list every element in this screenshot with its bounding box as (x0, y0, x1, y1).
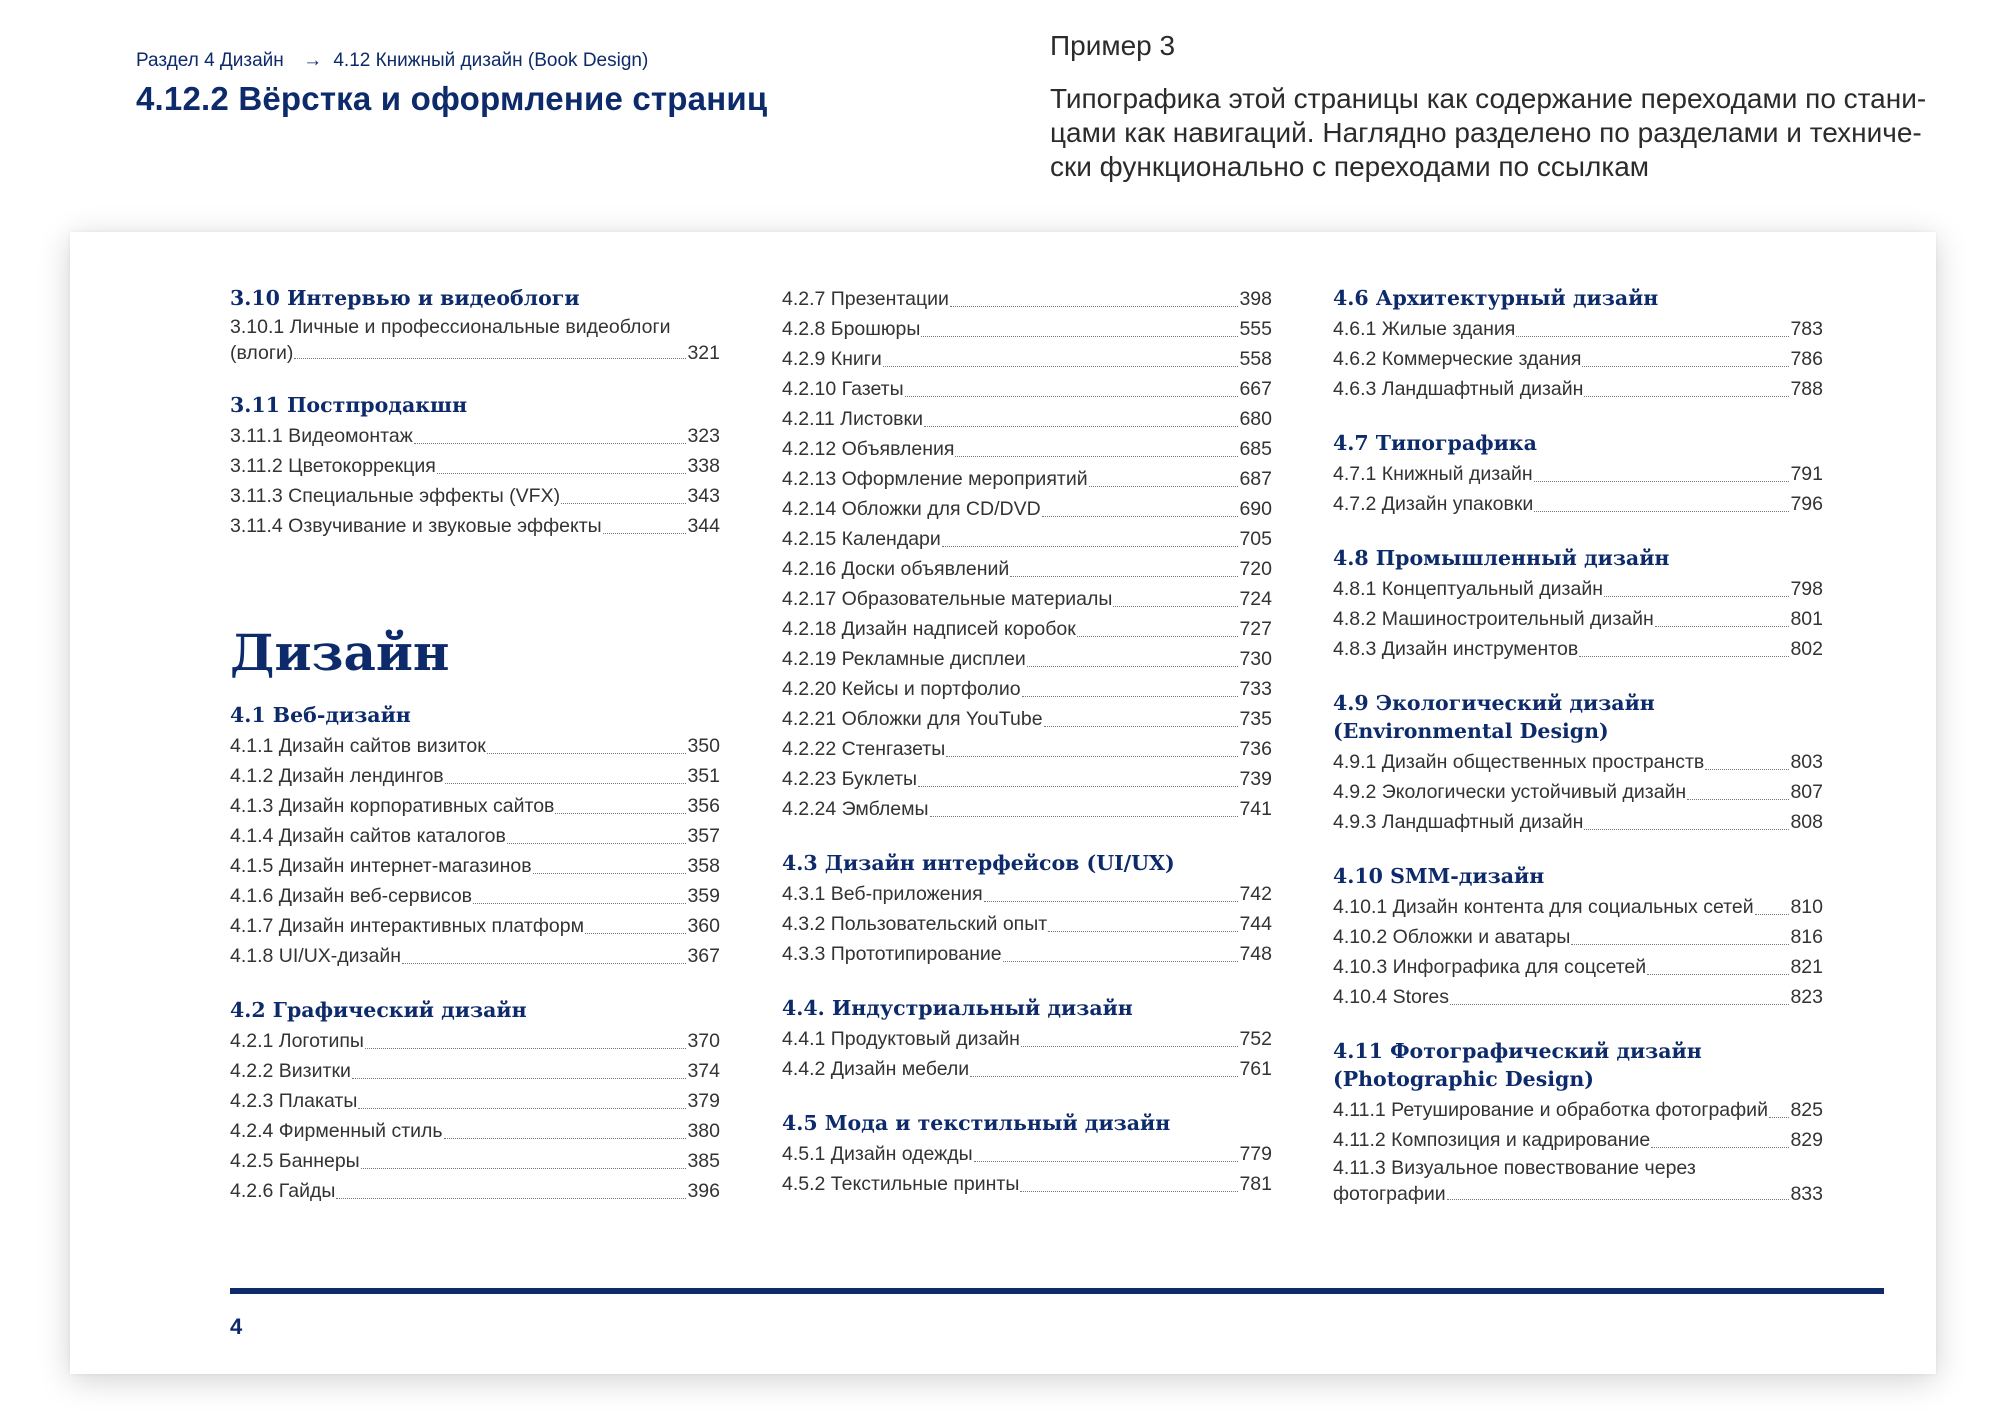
toc-entry-page: 801 (1790, 608, 1823, 630)
toc-entry[interactable] (782, 704, 1272, 734)
dot-leader (1021, 1046, 1239, 1047)
dot-leader (445, 783, 687, 784)
dot-leader (1534, 481, 1790, 482)
toc-entry-label: 4.2.11 Листовки (782, 408, 923, 430)
toc-entry[interactable] (230, 314, 720, 366)
dot-leader (924, 426, 1238, 427)
toc-section (782, 1109, 1272, 1199)
dot-leader (1447, 1199, 1790, 1200)
toc-entry[interactable] (782, 374, 1272, 404)
toc-entry-label: 4.2.13 Оформление мероприятий (782, 468, 1088, 490)
toc-entry[interactable] (1333, 489, 1823, 519)
toc-entry[interactable] (230, 1146, 720, 1176)
toc-section (782, 284, 1272, 824)
toc-section (782, 994, 1272, 1084)
toc-entry[interactable] (782, 1024, 1272, 1054)
toc-entry-page: 398 (1239, 288, 1272, 310)
toc-entry-page: 823 (1790, 986, 1823, 1008)
toc-entry-label: 4.11.3 Визуальное повествование через (1333, 1157, 1696, 1179)
toc-entry-label: 4.4.2 Дизайн мебели (782, 1058, 970, 1080)
dot-leader (905, 396, 1239, 397)
toc-entry-label: 4.2.10 Газеты (782, 378, 904, 400)
dot-leader (473, 903, 686, 904)
toc-entry[interactable] (230, 511, 720, 541)
toc-entry-label: 4.11.2 Композиция и кадрирование (1333, 1129, 1651, 1151)
toc-entry[interactable] (1333, 807, 1823, 837)
toc-entry-page: 807 (1790, 781, 1823, 803)
dot-leader (970, 1076, 1238, 1077)
toc-entry-label: 4.1.4 Дизайн сайтов каталогов (230, 825, 506, 847)
toc-entry[interactable] (782, 674, 1272, 704)
toc-section-title[interactable]: 4.1 Веб-дизайн (230, 703, 411, 727)
toc-entry[interactable] (1333, 777, 1823, 807)
toc-entry-label: 4.6.1 Жилые здания (1333, 318, 1516, 340)
dot-leader (365, 1048, 687, 1049)
toc-entry-label: 4.8.2 Машиностроительный дизайн (1333, 608, 1654, 630)
toc-entry-label: 4.2.15 Календари (782, 528, 941, 550)
toc-entry[interactable] (230, 451, 720, 481)
toc-entry[interactable] (782, 434, 1272, 464)
toc-entry[interactable] (782, 464, 1272, 494)
toc-section-title[interactable]: 4.9 Экологический дизайн (Environmental Design) (1333, 691, 1655, 743)
toc-section-title[interactable]: 3.11 Постпродакшн (230, 393, 468, 417)
toc-section (1333, 862, 1823, 1012)
toc-entry-page: 359 (687, 885, 720, 907)
dot-leader (1647, 974, 1789, 975)
toc-entry-page: 781 (1239, 1173, 1272, 1195)
toc-entry-label: 4.4.1 Продуктовый дизайн (782, 1028, 1020, 1050)
example-note (1050, 30, 1950, 184)
dot-leader (1048, 931, 1238, 932)
toc-section-title[interactable]: 3.10 Интервью и видеоблоги (230, 286, 580, 310)
dot-leader (1003, 961, 1239, 962)
toc-entry-page: 833 (1790, 1183, 1823, 1205)
toc-entry-page: 730 (1239, 648, 1272, 670)
breadcrumb-arrow-icon: → (303, 50, 323, 71)
toc-entry-label: 4.1.1 Дизайн сайтов визиток (230, 735, 486, 757)
toc-entry[interactable] (230, 851, 720, 881)
toc-section-title[interactable]: 4.2 Графический дизайн (230, 998, 527, 1022)
toc-entry[interactable] (782, 1054, 1272, 1084)
toc-entry[interactable] (782, 1139, 1272, 1169)
toc-section-title[interactable]: 4.6 Архитектурный дизайн (1333, 286, 1659, 310)
toc-entry-page: 829 (1790, 1129, 1823, 1151)
toc-entry-label: 4.2.12 Объявления (782, 438, 955, 460)
breadcrumb (136, 50, 936, 72)
dot-leader (361, 1168, 687, 1169)
toc-entry[interactable] (1333, 314, 1823, 344)
toc-section-title[interactable]: 4.5 Мода и текстильный дизайн (782, 1111, 1171, 1135)
toc-entry-page: 727 (1239, 618, 1272, 640)
dot-leader (1651, 1147, 1789, 1148)
toc-entry-label: 4.2.22 Стенгазеты (782, 738, 946, 760)
toc-section-title[interactable]: 4.4. Индустриальный дизайн (782, 996, 1133, 1020)
toc-entry[interactable] (230, 1116, 720, 1146)
toc-entry-page: 358 (687, 855, 720, 877)
footer-rule (230, 1288, 1884, 1294)
toc-entry-label: 4.3.3 Прототипирование (782, 943, 1002, 965)
toc-section-title[interactable]: 4.3 Дизайн интерфейсов (UI/UX) (782, 851, 1175, 875)
toc-entry-page: 357 (687, 825, 720, 847)
dot-leader (1020, 1191, 1238, 1192)
toc-entry-page: 379 (687, 1090, 720, 1112)
toc-entry-label: 4.6.2 Коммерческие здания (1333, 348, 1582, 370)
toc-entry-page: 748 (1239, 943, 1272, 965)
toc-entry-label: 4.10.3 Инфографика для соцсетей (1333, 956, 1647, 978)
toc-entry-page: 685 (1239, 438, 1272, 460)
toc-entry-label: 4.2.8 Брошюры (782, 318, 921, 340)
dot-leader (1010, 576, 1238, 577)
toc-entry-page: 380 (687, 1120, 720, 1142)
dot-leader (561, 503, 686, 504)
toc-entry-page: 680 (1239, 408, 1272, 430)
toc-entry-label: 4.2.6 Гайды (230, 1180, 336, 1202)
toc-entry-page: 791 (1790, 463, 1823, 485)
dot-leader (1089, 486, 1239, 487)
toc-entry-page: 344 (687, 515, 720, 537)
toc-entry-page: 802 (1790, 638, 1823, 660)
toc-entry-page: 788 (1790, 378, 1823, 400)
toc-entry[interactable] (230, 881, 720, 911)
dot-leader (1113, 606, 1238, 607)
toc-entry[interactable] (230, 731, 720, 761)
toc-entry-label: 4.10.2 Обложки и аватары (1333, 926, 1571, 948)
toc-entry-page: 705 (1239, 528, 1272, 550)
dot-leader (946, 756, 1238, 757)
dot-leader (921, 336, 1238, 337)
toc-entry-page: 343 (687, 485, 720, 507)
toc-section (1333, 689, 1823, 837)
toc-entry-label: 4.2.1 Логотипы (230, 1030, 364, 1052)
toc-entry-page: 742 (1239, 883, 1272, 905)
toc-entry[interactable] (782, 764, 1272, 794)
toc-entry-page: 803 (1790, 751, 1823, 773)
toc-entry-page: 720 (1239, 558, 1272, 580)
toc-entry-label: 4.2.21 Обложки для YouTube (782, 708, 1043, 730)
dot-leader (555, 813, 686, 814)
toc-entry-label: 4.9.1 Дизайн общественных пространств (1333, 751, 1705, 773)
dot-leader (1584, 396, 1789, 397)
toc-entry[interactable] (1333, 1095, 1823, 1125)
toc-entry[interactable] (782, 644, 1272, 674)
dot-leader (1755, 914, 1790, 915)
dot-leader (1450, 1004, 1789, 1005)
toc-entry-label: 4.1.5 Дизайн интернет-магазинов (230, 855, 532, 877)
dot-leader (930, 816, 1239, 817)
toc-entry-page: 323 (687, 425, 720, 447)
toc-entry-label: 3.11.1 Видеомонтаж (230, 425, 413, 447)
toc-entry-page: 752 (1239, 1028, 1272, 1050)
part-heading: Дизайн (230, 623, 450, 682)
document-header (136, 50, 936, 118)
toc-page-spread (70, 232, 1936, 1374)
toc-entry-page: 338 (687, 455, 720, 477)
page-number: 4 (230, 1314, 243, 1339)
toc-entry[interactable] (782, 314, 1272, 344)
toc-entry[interactable] (230, 911, 720, 941)
toc-entry[interactable] (230, 1086, 720, 1116)
toc-entry[interactable] (1333, 952, 1823, 982)
toc-entry[interactable] (1333, 892, 1823, 922)
toc-entry-label: 4.5.2 Текстильные принты (782, 1173, 1020, 1195)
toc-entry-label: 4.2.4 Фирменный стиль (230, 1120, 443, 1142)
toc-entry[interactable] (782, 524, 1272, 554)
toc-entry-page: 779 (1239, 1143, 1272, 1165)
toc-entry-page: 360 (687, 915, 720, 937)
dot-leader (487, 753, 687, 754)
toc-column-2 (782, 284, 1272, 1224)
toc-entry-label: 4.2.14 Обложки для CD/DVD (782, 498, 1041, 520)
toc-entry-page: 810 (1790, 896, 1823, 918)
toc-section-title[interactable]: 4.10 SMM-дизайн (1333, 864, 1545, 888)
toc-entry-label: 4.5.1 Дизайн одежды (782, 1143, 973, 1165)
dot-leader (1584, 829, 1789, 830)
toc-entry[interactable] (230, 791, 720, 821)
toc-section-title[interactable]: 4.8 Промышленный дизайн (1333, 546, 1670, 570)
toc-entry[interactable] (782, 584, 1272, 614)
dot-leader (883, 366, 1239, 367)
toc-entry-label: 4.2.20 Кейсы и портфолио (782, 678, 1021, 700)
toc-entry[interactable] (1333, 634, 1823, 664)
toc-entry[interactable] (782, 404, 1272, 434)
toc-section (1333, 1037, 1823, 1207)
toc-entry[interactable] (230, 821, 720, 851)
toc-entry[interactable] (230, 761, 720, 791)
dot-leader (1027, 666, 1239, 667)
toc-entry-label: 4.1.8 UI/UX-дизайн (230, 945, 402, 967)
toc-entry[interactable] (1333, 922, 1823, 952)
toc-entry[interactable] (230, 421, 720, 451)
dot-leader (507, 843, 687, 844)
example-description: Типографика этой страницы как содержание переходами по стани- цами как навигаций. Наглядно разделено по разделами и техниче- ски функционально с переходами по ссылкам (1050, 83, 1927, 182)
toc-entry-page: 724 (1239, 588, 1272, 610)
toc-entry[interactable] (1333, 982, 1823, 1012)
dot-leader (1769, 1117, 1789, 1118)
toc-entry-label: 4.7.2 Дизайн упаковки (1333, 493, 1534, 515)
toc-entry-label: 4.1.3 Дизайн корпоративных сайтов (230, 795, 555, 817)
breadcrumb-subsection[interactable]: 4.12 Книжный дизайн (Book Design) (333, 50, 649, 71)
toc-entry-label: 3.10.1 Личные и профессиональные видеоблоги (230, 316, 671, 338)
toc-entry[interactable] (782, 614, 1272, 644)
toc-entry-label: 4.2.24 Эмблемы (782, 798, 929, 820)
toc-entry-label: 4.1.6 Дизайн веб-сервисов (230, 885, 473, 907)
toc-entry-label: фотографии (1333, 1183, 1446, 1205)
dot-leader (1604, 596, 1789, 597)
toc-section (782, 849, 1272, 969)
example-label: Пример 3 (1050, 30, 1176, 61)
toc-entry-page: 816 (1790, 926, 1823, 948)
dot-leader (444, 1138, 687, 1139)
toc-entry-label: 3.11.2 Цветокоррекция (230, 455, 436, 477)
toc-section (230, 701, 720, 971)
toc-entry-continuation (230, 340, 720, 366)
toc-section (1333, 284, 1823, 404)
toc-entry[interactable] (230, 941, 720, 971)
toc-entry[interactable] (230, 1056, 720, 1086)
dot-leader (1582, 366, 1789, 367)
toc-entry-label: 4.2.18 Дизайн надписей коробок (782, 618, 1076, 640)
toc-entry[interactable] (1333, 1125, 1823, 1155)
toc-entry-page: 321 (687, 342, 720, 364)
dot-leader (603, 533, 687, 534)
dot-leader (1044, 726, 1239, 727)
dot-leader (1705, 769, 1789, 770)
toc-entry-page: 761 (1239, 1058, 1272, 1080)
toc-entry[interactable] (230, 481, 720, 511)
toc-entry[interactable] (1333, 604, 1823, 634)
toc-entry-label: 4.9.3 Ландшафтный дизайн (1333, 811, 1584, 833)
toc-section-title[interactable]: 4.11 Фотографический дизайн (Photographic Design) (1333, 1039, 1702, 1091)
toc-entry-page: 825 (1790, 1099, 1823, 1121)
toc-entry[interactable] (782, 939, 1272, 969)
dot-leader (1022, 696, 1239, 697)
toc-entry[interactable] (782, 734, 1272, 764)
toc-entry-page: 385 (687, 1150, 720, 1172)
toc-entry-label: 4.10.4 Stores (1333, 986, 1449, 1008)
dot-leader (402, 963, 686, 964)
toc-entry[interactable] (1333, 1155, 1823, 1207)
toc-entry-label: 3.11.3 Специальные эффекты (VFX) (230, 485, 561, 507)
toc-entry[interactable] (782, 794, 1272, 824)
dot-leader (984, 901, 1239, 902)
toc-entry[interactable] (1333, 459, 1823, 489)
toc-column-3 (1333, 284, 1823, 1232)
toc-entry[interactable] (1333, 374, 1823, 404)
toc-column-1 (230, 284, 720, 1231)
dot-leader (1571, 944, 1789, 945)
toc-entry[interactable] (1333, 344, 1823, 374)
toc-entry-label: 4.2.7 Презентации (782, 288, 949, 310)
dot-leader (942, 546, 1239, 547)
toc-entry[interactable] (230, 1176, 720, 1206)
toc-entry-label: 4.2.19 Рекламные дисплеи (782, 648, 1026, 670)
toc-entry-label: 4.1.7 Дизайн интерактивных платформ (230, 915, 584, 937)
toc-section (230, 391, 720, 541)
toc-entry-label: 4.2.17 Образовательные материалы (782, 588, 1113, 610)
toc-entry[interactable] (782, 284, 1272, 314)
toc-entry-label: 4.10.1 Дизайн контента для социальных сетей (1333, 896, 1754, 918)
toc-entry-page: 736 (1239, 738, 1272, 760)
dot-leader (950, 306, 1239, 307)
dot-leader (955, 456, 1238, 457)
toc-entry-continuation (1333, 1181, 1823, 1207)
toc-entry[interactable] (230, 1026, 720, 1056)
dot-leader (437, 473, 687, 474)
toc-section (230, 284, 720, 366)
toc-entry[interactable] (1333, 747, 1823, 777)
dot-leader (358, 1108, 686, 1109)
dot-leader (414, 443, 687, 444)
toc-entry-label: 4.1.2 Дизайн лендингов (230, 765, 444, 787)
toc-entry-label: 4.2.3 Плакаты (230, 1090, 358, 1112)
toc-entry[interactable] (782, 344, 1272, 374)
breadcrumb-section[interactable]: Раздел 4 Дизайн (136, 50, 284, 71)
dot-leader (294, 358, 686, 359)
toc-entry-label: 4.11.1 Ретуширование и обработка фотографий (1333, 1099, 1768, 1121)
toc-entry-page: 733 (1239, 678, 1272, 700)
toc-entry-label: 4.8.1 Концептуальный дизайн (1333, 578, 1603, 600)
dot-leader (1077, 636, 1239, 637)
toc-entry-label: 4.2.2 Визитки (230, 1060, 351, 1082)
toc-entry-label: 4.8.3 Дизайн инструментов (1333, 638, 1579, 660)
toc-entry-page: 735 (1239, 708, 1272, 730)
toc-entry-page: 744 (1239, 913, 1272, 935)
toc-entry[interactable] (782, 879, 1272, 909)
toc-entry-label: 4.2.23 Буклеты (782, 768, 918, 790)
toc-section-title[interactable]: 4.7 Типографика (1333, 431, 1537, 455)
toc-entry-page: 798 (1790, 578, 1823, 600)
page-title: 4.12.2 Вёрстка и оформление страниц (136, 80, 768, 117)
toc-entry-page: 687 (1239, 468, 1272, 490)
toc-entry-page: 690 (1239, 498, 1272, 520)
toc-section (230, 996, 720, 1206)
toc-entry-label: 4.2.5 Баннеры (230, 1150, 360, 1172)
toc-entry-page: 741 (1239, 798, 1272, 820)
dot-leader (918, 786, 1238, 787)
toc-entry[interactable] (782, 494, 1272, 524)
dot-leader (1687, 799, 1789, 800)
dot-leader (974, 1161, 1239, 1162)
toc-entry-label: (влоги) (230, 342, 294, 364)
toc-entry-label: 4.2.9 Книги (782, 348, 882, 370)
toc-entry-page: 555 (1239, 318, 1272, 340)
dot-leader (1516, 336, 1789, 337)
toc-entry-page: 667 (1239, 378, 1272, 400)
toc-entry-label: 4.6.3 Ландшафтный дизайн (1333, 378, 1584, 400)
toc-entry-page: 351 (687, 765, 720, 787)
toc-entry-page: 367 (687, 945, 720, 967)
toc-section (1333, 429, 1823, 519)
dot-leader (533, 873, 687, 874)
toc-entry-page: 396 (687, 1180, 720, 1202)
toc-entry-label: 4.7.1 Книжный дизайн (1333, 463, 1533, 485)
toc-entry-page: 821 (1790, 956, 1823, 978)
toc-entry-page: 558 (1239, 348, 1272, 370)
dot-leader (1655, 626, 1790, 627)
toc-entry-page: 783 (1790, 318, 1823, 340)
toc-entry-page: 786 (1790, 348, 1823, 370)
dot-leader (352, 1078, 687, 1079)
toc-entry-label: 4.3.1 Веб-приложения (782, 883, 983, 905)
toc-entry[interactable] (782, 1169, 1272, 1199)
toc-entry-page: 739 (1239, 768, 1272, 790)
toc-entry-label: 4.3.2 Пользовательский опыт (782, 913, 1048, 935)
toc-entry-page: 356 (687, 795, 720, 817)
dot-leader (1534, 511, 1789, 512)
toc-entry-label: 4.2.16 Доски объявлений (782, 558, 1010, 580)
toc-entry[interactable] (782, 909, 1272, 939)
dot-leader (585, 933, 686, 934)
dot-leader (336, 1198, 686, 1199)
dot-leader (1579, 656, 1789, 657)
toc-entry-page: 796 (1790, 493, 1823, 515)
toc-entry[interactable] (782, 554, 1272, 584)
toc-entry-page: 350 (687, 735, 720, 757)
toc-entry-page: 808 (1790, 811, 1823, 833)
toc-entry-page: 370 (687, 1030, 720, 1052)
dot-leader (1042, 516, 1239, 517)
toc-entry-label: 3.11.4 Озвучивание и звуковые эффекты (230, 515, 602, 537)
toc-entry-label: 4.9.2 Экологически устойчивый дизайн (1333, 781, 1687, 803)
toc-entry-page: 374 (687, 1060, 720, 1082)
toc-section (1333, 544, 1823, 664)
toc-entry[interactable] (1333, 574, 1823, 604)
